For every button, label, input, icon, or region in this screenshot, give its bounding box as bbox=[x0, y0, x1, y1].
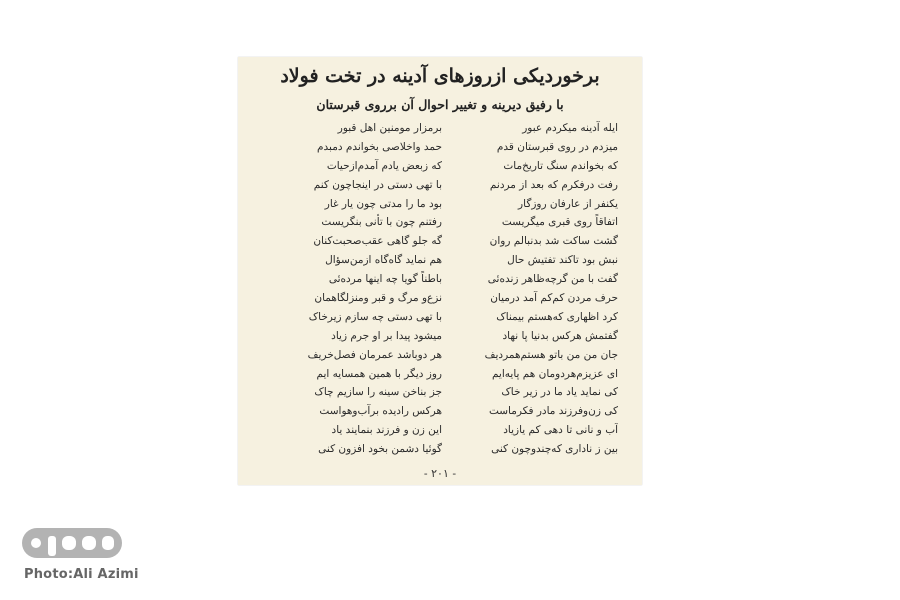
verse-line: که بخواندم سنگ تاریخ‌مات bbox=[503, 159, 618, 172]
page-number: - ۲۰۱ - bbox=[423, 467, 457, 480]
verse-line: کی زن‌وفرزند مادر فکرماست bbox=[488, 405, 618, 418]
verse-line: کی نماید یاد ما در زیر خاک bbox=[501, 386, 618, 399]
verse-line: ای عزیزم‌هردومان هم پایه‌ایم bbox=[491, 367, 618, 380]
verse-line: گشت ساکت شد بدنبالم روان bbox=[489, 235, 618, 248]
verse-line: کرد اظهاری که‌هستم بیمناک bbox=[496, 310, 618, 323]
verse-line: میزدم در روی قبرستان قدم bbox=[496, 140, 618, 153]
verse-line: با تهی دستی در اینجاچون کنم bbox=[313, 178, 442, 191]
verse-line: نبش بود تاکند تفتیش حال bbox=[507, 254, 618, 267]
verse-line: رفتنم چون با تأنی بنگریست bbox=[321, 216, 442, 229]
verse-line: نزع‌و مرگ و قبر ومنزلگاهمان bbox=[314, 292, 442, 305]
verse-line: رفت درفکرم که بعد از مردنم bbox=[489, 178, 618, 191]
right-verse-column bbox=[470, 119, 618, 459]
verse-line: یکنفر از عارفان روزگار bbox=[518, 197, 618, 210]
verse-line: برمزار مومنین اهل قبور bbox=[337, 122, 442, 134]
verse-line: روز دیگر با همین همسایه ایم bbox=[316, 367, 442, 380]
verse-line: گفتمش هرکس بدنیا پا نهاد bbox=[502, 329, 618, 342]
verse-line: هم نماید گاه‌گاه ازمن‌سؤال bbox=[325, 254, 442, 267]
verse-line: اتفاقاً روی قبری میگریست bbox=[501, 216, 618, 229]
verse-line: حمد واخلاصی بخواندم دمبدم bbox=[317, 140, 442, 153]
verse-line: گه جلو گاهی عقب‌صحبت‌کنان bbox=[313, 235, 442, 248]
verse-line: بین ز ناداری که‌چندوچون کنی bbox=[491, 443, 618, 456]
verse-line: هرکس رادیده برآب‌وهواست bbox=[319, 405, 442, 418]
verse-line: حرف مردن کم‌کم آمد درمیان bbox=[490, 292, 618, 305]
verse-line: باطناً گویا چه اینها مرده‌ئی bbox=[328, 273, 442, 286]
verse-line: بود ما را مدتی چون یار غار bbox=[324, 197, 442, 210]
iqna-logo bbox=[20, 522, 130, 564]
verse-line: میشود پیدا بر او جرم زیاد bbox=[331, 329, 442, 342]
verse-line: با تهی دستی چه سازم زیرخاک bbox=[308, 310, 442, 323]
verse-line: این زن و فرزند بنمایند یاد bbox=[331, 424, 442, 437]
verse-line: گفت با من گرچه‌ظاهر زنده‌ئی bbox=[487, 273, 618, 286]
verse-line: ایله آدینه میکردم عبور bbox=[522, 122, 618, 134]
verse-line: گوئیا دشمن بخود افزون کنی bbox=[318, 443, 442, 456]
verse-line: جان من من باتو هستم‌همردیف bbox=[484, 348, 618, 361]
photo-credit: Photo:Ali Azimi bbox=[24, 567, 139, 582]
verse-line: که زبعض یادم آمدم‌ازحیات bbox=[326, 159, 442, 172]
left-verse-column bbox=[294, 119, 442, 459]
scanned-page bbox=[238, 57, 642, 485]
verse-line: آب و نانی تا دهی کم یازیاد bbox=[503, 424, 618, 437]
iqna-logo-icon bbox=[20, 522, 130, 564]
poem-subtitle: با رفیق دیرینه و تغییر احوال آن برروی قبرستان bbox=[316, 97, 564, 112]
verse-line: هر دوباشد عمرمان فصل‌خریف bbox=[307, 348, 442, 361]
poem-title: برخوردیکی ازروزهای آدینه در تخت فولاد bbox=[280, 65, 600, 87]
verse-line: جز بناخن سینه را سازیم چاک bbox=[314, 386, 442, 399]
